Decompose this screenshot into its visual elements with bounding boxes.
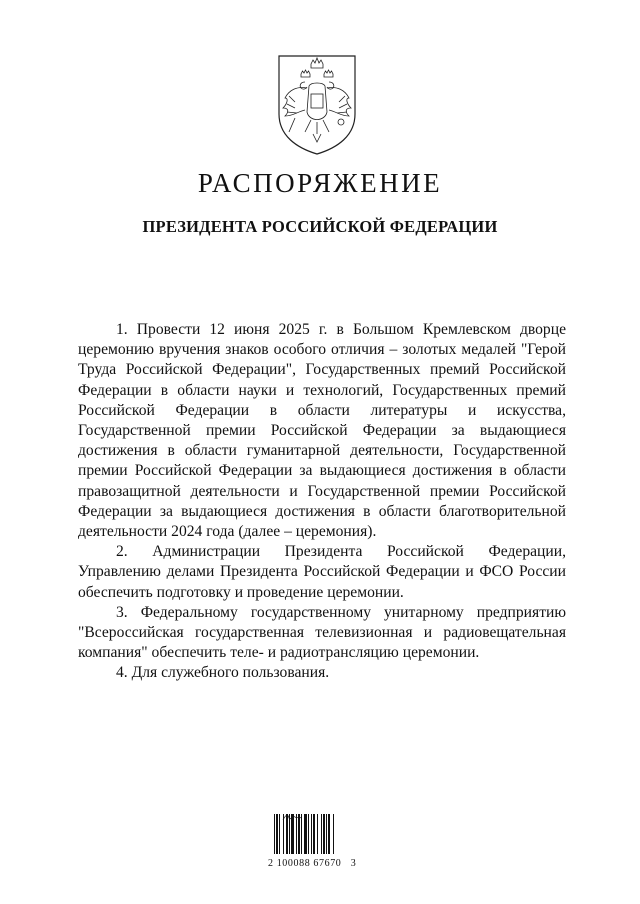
paragraph-3: 3. Федеральному государственному унитарному предприятию "Всероссийская государственная телевизионная и радиовещательная компания" обеспечить теле- и радиотрансляцию церемонии. <box>78 603 566 662</box>
russian-coat-of-arms-icon <box>275 52 359 156</box>
barcode-number: 2 100088 67670 3 <box>268 858 357 869</box>
barcode <box>272 814 364 858</box>
document-body <box>78 320 566 684</box>
paragraph-4: 4. Для служебного пользования. <box>116 664 330 682</box>
paragraph-1: 1. Провести 12 июня 2025 г. в Большом Кремлевском дворце церемонию вручения знаков особого отличия – золотых медалей "Герой Труда Российской Федерации", Государственных премий Российской Федерации в области науки и технологий, Государственных премий Российской Федерации в области литературы и искусства, Государственной премии Российской Федерации за выдающиеся достижения в области гуманитарной деятельности, Государственной премии Российской Федерации за выдающиеся достижения в области правозащитной деятельности и Государственной премии Российской Федерации за выдающиеся достижения в области благотворительной деятельности 2024 года (далее – церемония). <box>78 321 566 541</box>
document-subtitle: ПРЕЗИДЕНТА РОССИЙСКОЙ ФЕДЕРАЦИИ <box>142 217 498 236</box>
paragraph-2: 2. Администрации Президента Российской Федерации, Управлению делами Президента Российской Федерации и ФСО России обеспечить подготовку и проведение церемонии. <box>78 543 566 601</box>
document-title: РАСПОРЯЖЕНИЕ <box>197 168 443 198</box>
